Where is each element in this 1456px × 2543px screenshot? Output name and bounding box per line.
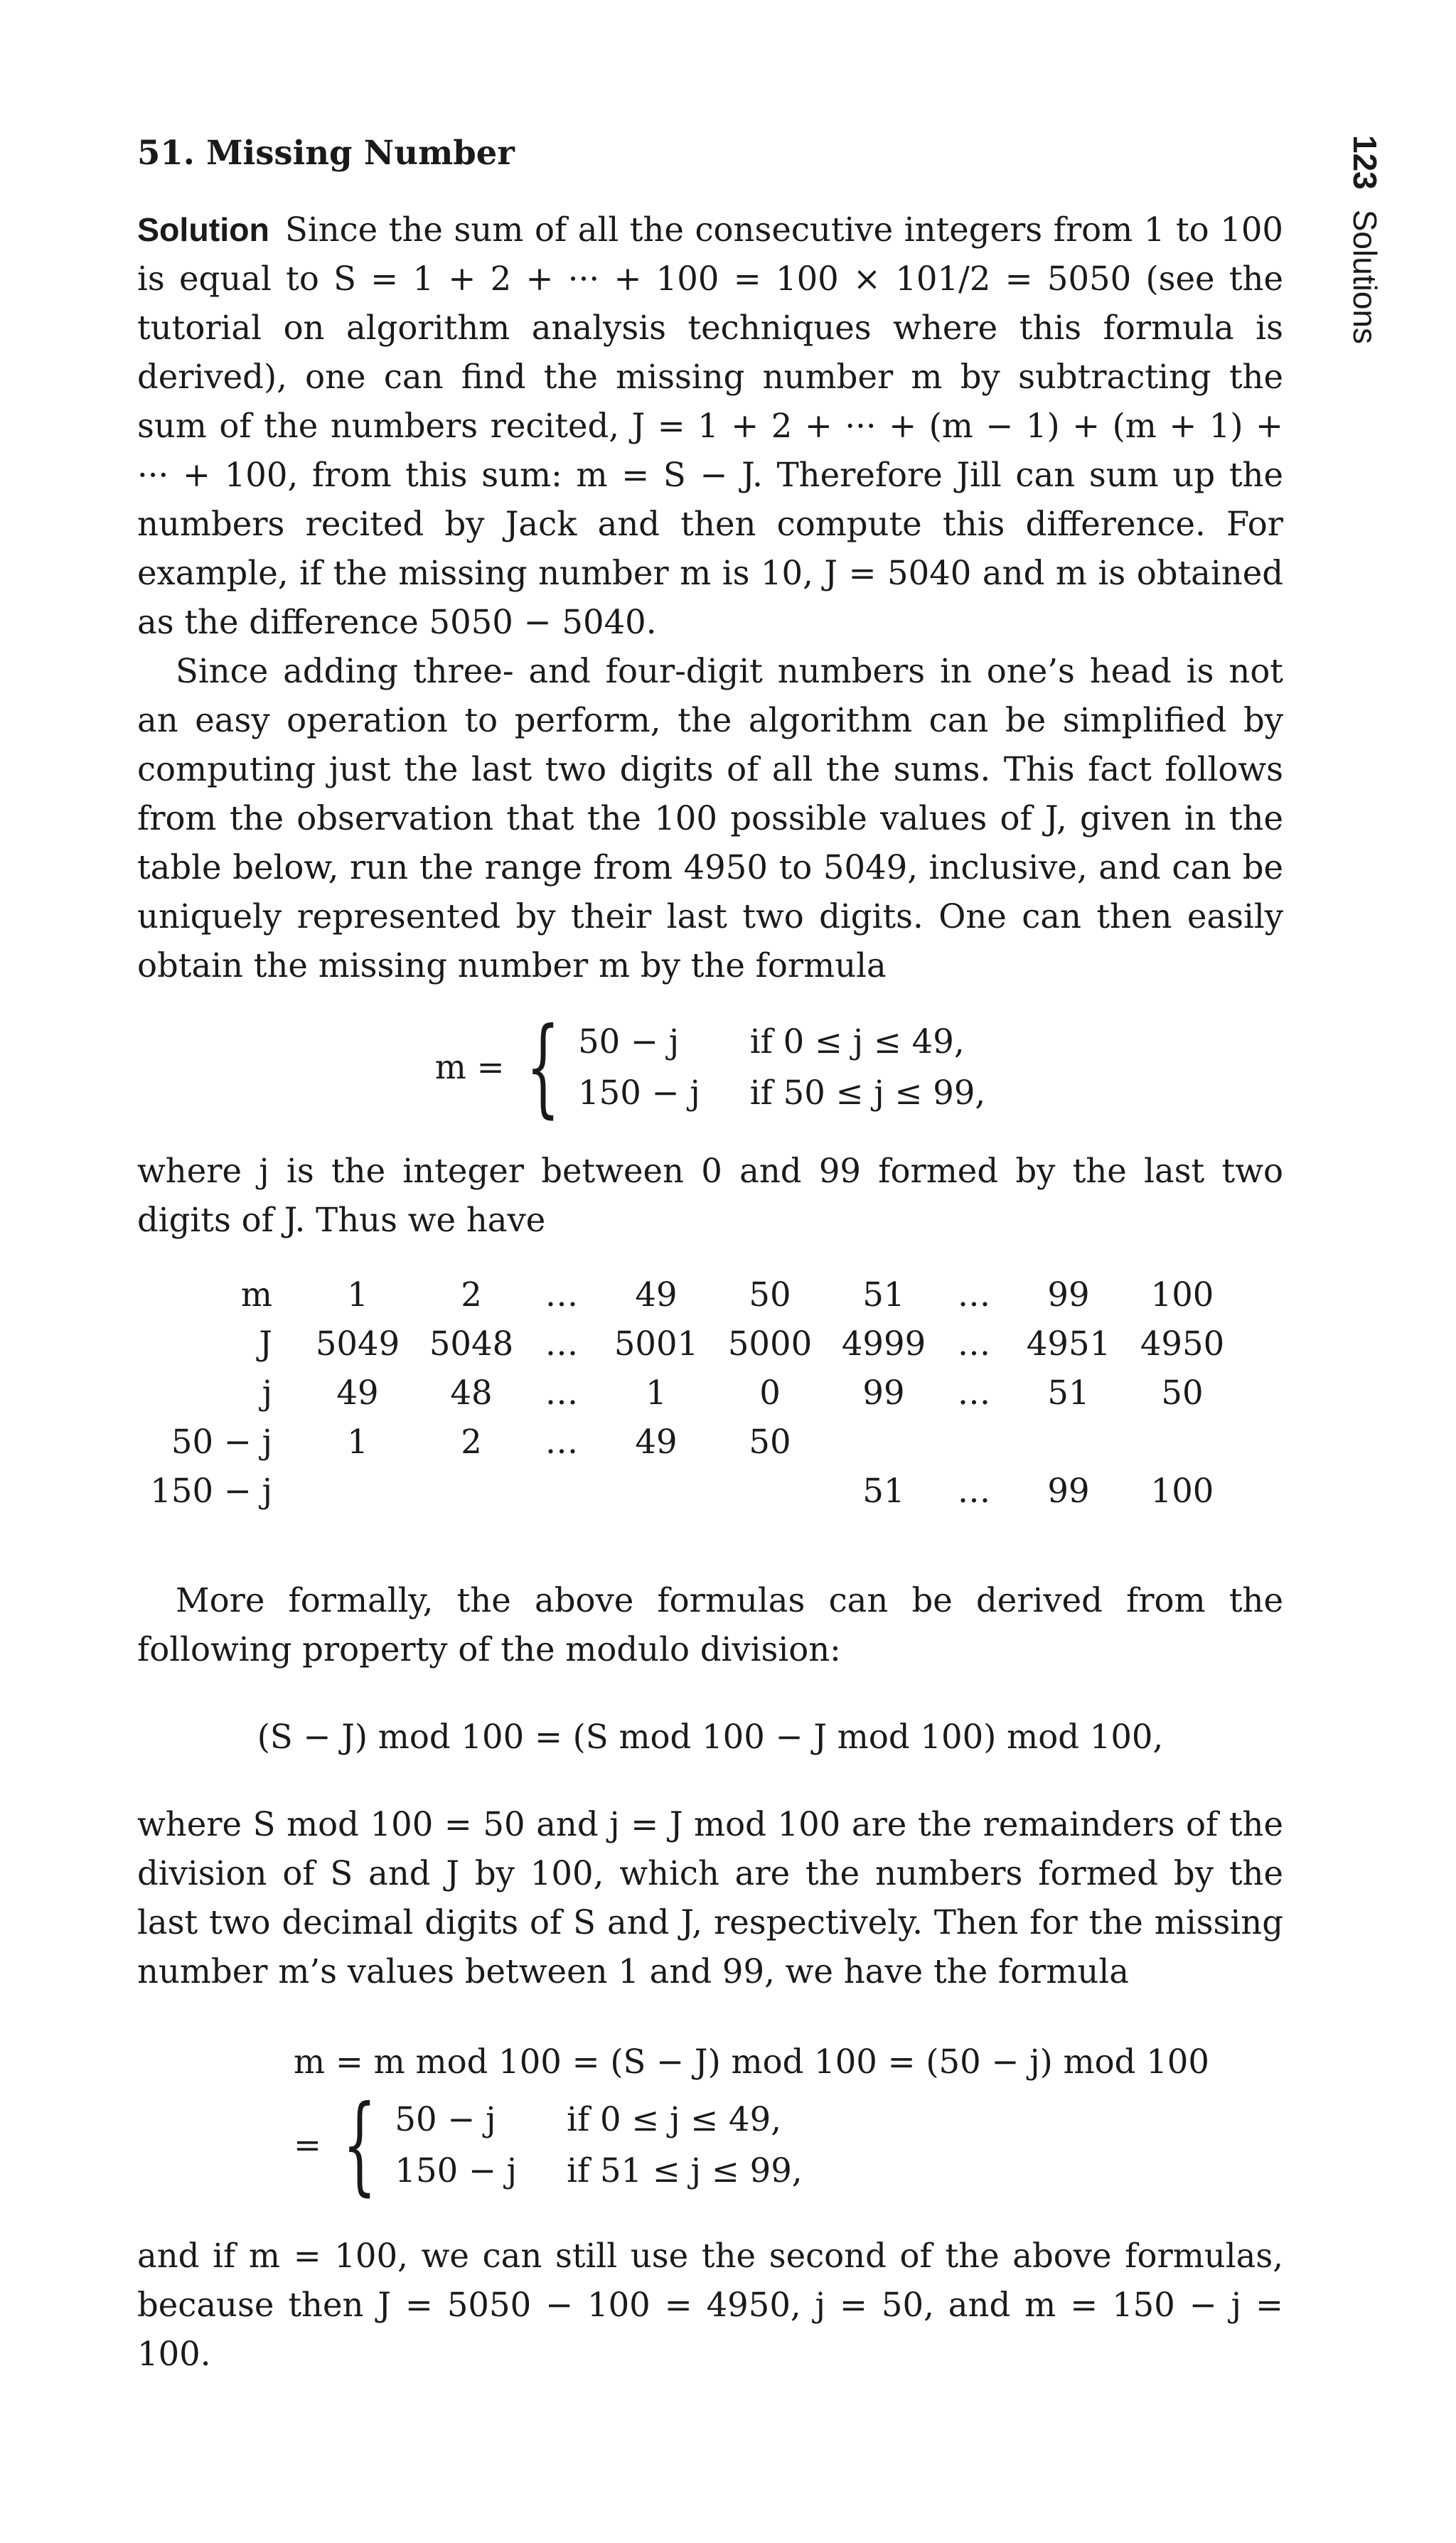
table-cell: … — [957, 1374, 995, 1412]
table-cell: 5000 — [727, 1324, 813, 1363]
table-cell: 5049 — [315, 1324, 400, 1363]
table-cell: … — [545, 1324, 583, 1363]
table-cell: 1 — [347, 1275, 368, 1314]
paragraph-1-text: Since the sum of all the consecutive integers from 1 to 100 is equal to S = 1 + 2 + ··· + 100 = 100 × 101/2 = 5050 (see the tutorial on algorithm analysis techniques where this formula is derived), one can find the missing number m by subtracting the sum of the numbers recited, J = 1 + 2 + ··· + (m − 1) + (m + 1) + ··· + 100, from this sum: m = S − J. Therefore Jill can sum up the numbers recited by Jack and then compute this difference. For example, if the missing number m is 10, J = 5040 and m is obtained as the difference 5050 − 5040. — [137, 210, 1283, 641]
values-table-wrap — [137, 1270, 1283, 1576]
paragraph-4: More formally, the above formulas can be derived from the following property of the modulo division: — [137, 1581, 1283, 1669]
table-cell — [1012, 1418, 1125, 1467]
table-cell: 100 — [1150, 1472, 1214, 1510]
left-brace: { — [342, 2083, 377, 2207]
table-cell: 51 — [862, 1472, 905, 1510]
section-name: Solutions — [1347, 209, 1383, 344]
table-cell: 49 — [635, 1423, 678, 1461]
table-cell — [713, 1467, 827, 1516]
values-table — [137, 1270, 1239, 1516]
table-cell: 49 — [635, 1275, 678, 1314]
paragraph-3: where j is the integer between 0 and 99 formed by the last two digits of J. Thus we have — [137, 1152, 1283, 1239]
page-number: 123 — [1347, 135, 1383, 190]
problem-title: 51. Missing Number — [137, 133, 515, 172]
table-cell — [941, 1418, 1012, 1467]
row-header: 50 − j — [171, 1423, 272, 1461]
row-header: J — [259, 1324, 272, 1363]
table-cell: 4951 — [1026, 1324, 1111, 1363]
table-cell: … — [545, 1275, 583, 1314]
table-cell: 51 — [1047, 1374, 1090, 1412]
left-brace: { — [525, 1005, 560, 1129]
table-cell: 1 — [646, 1374, 667, 1412]
table-cell: 50 — [1161, 1374, 1204, 1412]
table-cell: 5048 — [429, 1324, 514, 1363]
formula-3-rows — [395, 2094, 802, 2196]
table-cell — [1125, 1418, 1239, 1467]
table-cell — [599, 1467, 713, 1516]
table-cell: 50 — [749, 1423, 791, 1461]
paragraph-5: where S mod 100 = 50 and j = J mod 100 are the remainders of the division of S and J by 100, which are the numbers formed by the last two decimal digits of S and J, respectively. Then for the missing number m’s values between 1 and 99, we have the formula — [137, 1805, 1283, 1991]
row-header: m — [240, 1275, 272, 1314]
table-cell: … — [545, 1374, 583, 1412]
table-cell: 4950 — [1140, 1324, 1225, 1363]
formula-3-lhs: = — [294, 2125, 321, 2164]
table-cell: 99 — [862, 1374, 905, 1412]
paragraph-2: Since adding three- and four-digit numbers in one’s head is not an easy operation to perform, the algorithm can be simplified by computing just the last two digits of all the sums. This fact follows from the observation that the 100 possible values of J, given in the table below, run the range from 4950 to 5049, inclusive, and can be uniquely represented by their last two digits. One can then easily obtain the missing number m by the formula — [137, 652, 1283, 985]
formula-3-line-1: m = m mod 100 = (S − J) mod 100 = (50 − j) mod 100 — [294, 2043, 1209, 2081]
table-cell: 4999 — [841, 1324, 926, 1363]
table-cell: 99 — [1047, 1472, 1090, 1510]
table-row — [137, 1319, 1239, 1369]
table-cell: … — [545, 1423, 583, 1461]
modulo-property-formula: (S − J) mod 100 = (S mod 100 − J mod 100) mod 100, — [257, 1718, 1164, 1756]
case-expr: 150 − j — [395, 2151, 518, 2190]
table-cell: 51 — [862, 1275, 905, 1314]
table-cell — [301, 1467, 414, 1516]
case-cond: if 0 ≤ j ≤ 49, — [567, 2100, 781, 2138]
table-cell: 2 — [461, 1423, 482, 1461]
formula-1-rows — [578, 1016, 985, 1118]
running-header — [1315, 135, 1415, 377]
solution-label: Solution — [137, 211, 269, 248]
paragraph-6: and if m = 100, we can still use the second of the above formulas, because then J = 5050 − 100 = 4950, j = 50, and m = 150 − j = 100. — [137, 2237, 1283, 2373]
table-row — [137, 1369, 1239, 1418]
case-expr: 50 − j — [578, 1022, 680, 1061]
table-cell: 50 — [749, 1275, 791, 1314]
table-cell: 100 — [1150, 1275, 1214, 1314]
table-row — [137, 1418, 1239, 1467]
row-header: 150 − j — [150, 1472, 272, 1510]
table-row — [137, 1270, 1239, 1319]
table-cell: 1 — [347, 1423, 368, 1461]
formula-block-3 — [137, 2038, 1283, 2207]
table-cell: 0 — [759, 1374, 781, 1412]
table-cell: … — [957, 1324, 995, 1363]
main-content — [137, 128, 1283, 2379]
case-expr: 150 − j — [578, 1074, 700, 1112]
table-cell — [528, 1467, 599, 1516]
table-cell: 48 — [450, 1374, 493, 1412]
table-cell — [827, 1418, 941, 1467]
case-cond: if 51 ≤ j ≤ 99, — [567, 2151, 803, 2190]
formula-cases-3 — [294, 2083, 1283, 2207]
table-cell: … — [957, 1472, 995, 1510]
table-cell: 49 — [336, 1374, 379, 1412]
formula-cases-1 — [137, 1005, 1283, 1129]
case-cond: if 0 ≤ j ≤ 49, — [749, 1022, 965, 1061]
table-cell: 99 — [1047, 1275, 1090, 1314]
table-row — [137, 1467, 1239, 1516]
case-cond: if 50 ≤ j ≤ 99, — [749, 1074, 986, 1112]
formula-1-lhs: m = — [434, 1047, 505, 1086]
table-cell: 2 — [461, 1275, 482, 1314]
case-expr: 50 − j — [395, 2100, 496, 2138]
table-cell: 5001 — [614, 1324, 699, 1363]
table-cell — [414, 1467, 528, 1516]
row-header: j — [262, 1374, 272, 1412]
table-cell: … — [957, 1275, 995, 1314]
paragraph-1 — [137, 205, 1283, 647]
